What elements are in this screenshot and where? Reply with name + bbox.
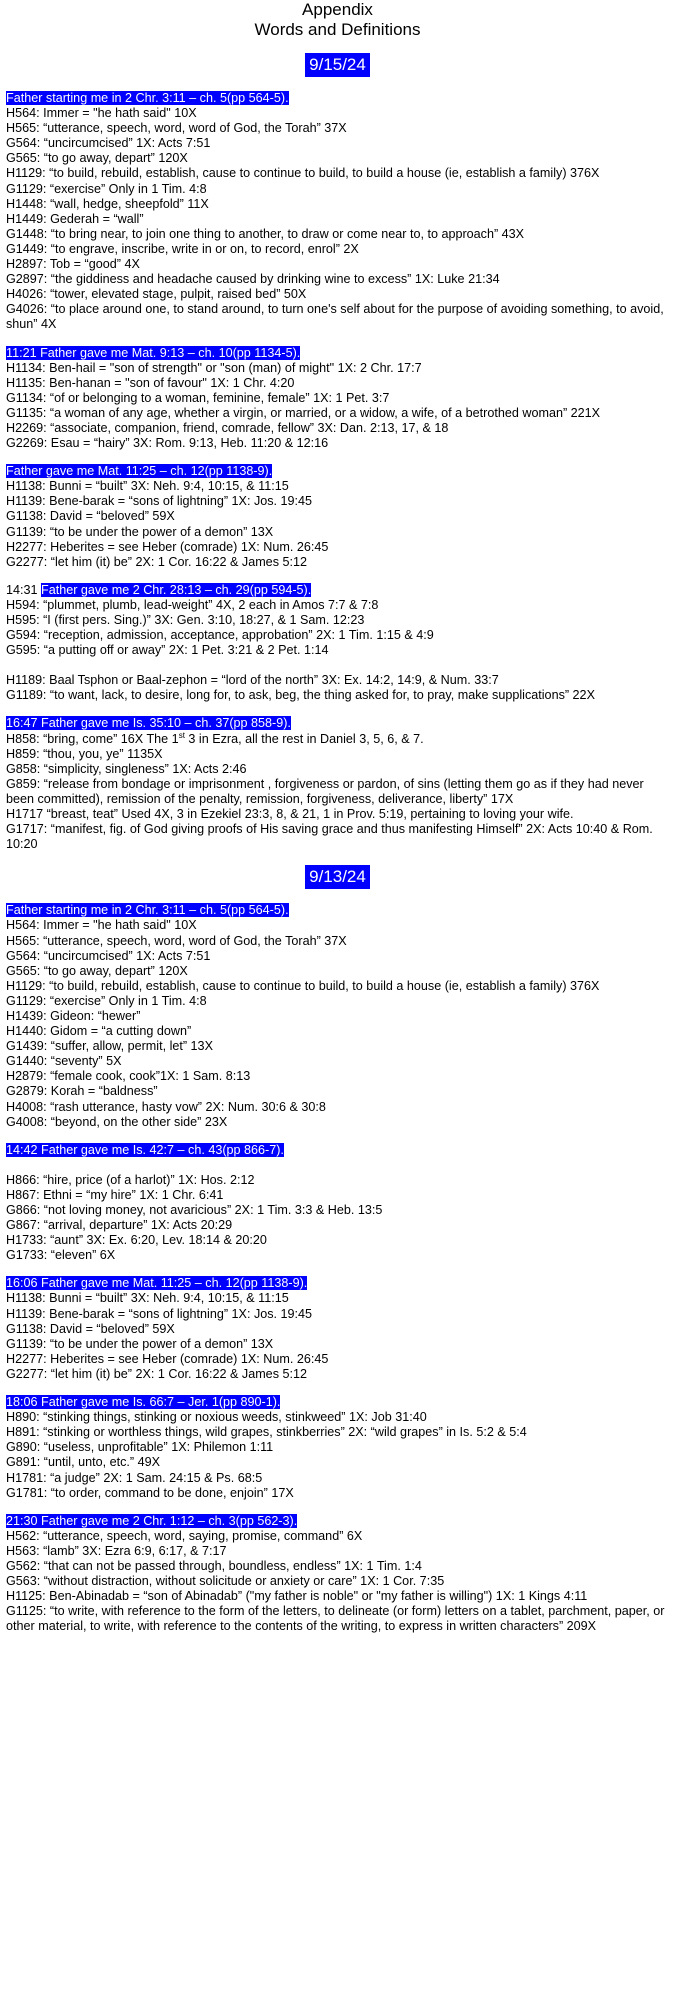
definition-entry: G1781: “to order, command to be done, enjoin” 17X (6, 1485, 294, 1500)
definition-entry: H564: Immer = "he hath said" 10X (6, 918, 197, 933)
definition-entry: G1717: “manifest, fig. of God giving proofs of His saving grace and thus manifesting Himself” 2X: Acts 10:40 & Rom. 10:20 (6, 822, 653, 852)
definition-entry: G866: “not loving money, not avaricious” 2X: 1 Tim. 3:3 & Heb. 13:5 (6, 1203, 383, 1217)
definition-entry: H1448: “wall, hedge, sheepfold” 11X (6, 196, 209, 211)
reading-section (6, 903, 669, 1129)
section-heading-text: Father starting me in 2 Chr. 3:11 – ch. 5(pp 564-5). (6, 91, 289, 105)
section-heading (6, 91, 669, 106)
definition-entry: H565: “utterance, speech, word, word of God, the Torah” 37X (6, 121, 347, 136)
reading-section (6, 1276, 669, 1382)
definition-entry: G562: “that can not be passed through, boundless, endless” 1X: 1 Tim. 1:4 (6, 1558, 422, 1573)
definition-entry: G2897: “the giddiness and headache caused by drinking wine to excess” 1X: Luke 21:34 (6, 272, 500, 287)
definition-entry: G4026: “to place around one, to stand around, to turn one's self about for the purpose of avoiding something, to avoid, shun” 4X (6, 302, 664, 332)
definition-entry: H562: “utterance, speech, word, saying, promise, command” 6X (6, 1528, 363, 1543)
definition-entry: H1138: Bunni = “built” 3X: Neh. 9:4, 10:15, & 11:15 (6, 479, 289, 494)
definition-entry: H858: “bring, come” 16X The 1st 3 in Ezra, all the rest in Daniel 3, 5, 6, & 7. (6, 730, 424, 746)
reading-section (6, 1143, 669, 1264)
definition-entry: G4008: “beyond, on the other side” 23X (6, 1114, 228, 1129)
definition-entry: G867: “arrival, departure” 1X: Acts 20:29 (6, 1218, 233, 1233)
section-heading-text: 14:42 Father gave me Is. 42:7 – ch. 43(pp 866-7). (6, 1142, 284, 1157)
definition-entry: G1189: “to want, lack, to desire, long for, to ask, beg, the thing asked for, to pray, make supplications” 22X (6, 688, 595, 703)
section-heading-text: 21:30 Father gave me 2 Chr. 1:12 – ch. 3(pp 562-3). (6, 1513, 298, 1528)
section-heading (6, 716, 669, 731)
definition-entry: G1138: David = “beloved” 59X (6, 509, 175, 524)
definition-entry: G2879: Korah = “baldness” (6, 1084, 158, 1099)
section-heading (6, 464, 669, 479)
definition-entry: H1733: “aunt” 3X: Ex. 6:20, Lev. 18:14 & 20:20 (6, 1233, 267, 1248)
section-heading (6, 583, 669, 598)
definition-entry: H1440: Gidom = “a cutting down” (6, 1024, 192, 1039)
blank-line (6, 1158, 669, 1173)
reading-section (6, 346, 669, 452)
definition-entry: G1135: “a woman of any age, whether a virgin, or married, or a widow, a wife, of a betrothed woman” 221X (6, 405, 601, 420)
section-heading (6, 1395, 669, 1410)
blank-line (6, 658, 669, 673)
reading-section (6, 1395, 669, 1501)
definition-entry: H1125: Ben-Abinadab = “son of Abinadab” ("my father is noble" or "my father is willing") 1X: 1 Kings 4:11 (6, 1589, 588, 1604)
definition-entry: H2879: “female cook, cook”1X: 1 Sam. 8:13 (6, 1069, 251, 1084)
definition-entry: G565: “to go away, depart” 120X (6, 963, 188, 978)
definition-entry: G594: “reception, admission, acceptance, approbation” 2X: 1 Tim. 1:15 & 4:9 (6, 628, 434, 643)
definition-entry: H1139: Bene-barak = “sons of lightning” 1X: Jos. 19:45 (6, 494, 313, 509)
definition-entry: G564: “uncircumcised” 1X: Acts 7:51 (6, 136, 211, 151)
definition-entry: H2277: Heberites = see Heber (comrade) 1X: Num. 26:45 (6, 1351, 329, 1366)
definition-entry: H1781: “a judge” 2X: 1 Sam. 24:15 & Ps. 68:5 (6, 1470, 263, 1485)
days-container (6, 53, 669, 1634)
definition-entry: H2269: “associate, companion, friend, comrade, fellow” 3X: Dan. 2:13, 17, & 18 (6, 420, 449, 435)
definition-entry: H1439: Gideon: “hewer” (6, 1008, 141, 1023)
definition-entry: H563: “lamb” 3X: Ezra 6:9, 6:17, & 7:17 (6, 1543, 227, 1558)
definition-entry: H1189: Baal Tsphon or Baal-zephon = “lord of the north” 3X: Ex. 14:2, 14:9, & Num. 33:7 (6, 673, 499, 688)
definition-entry: G1134: “of or belonging to a woman, feminine, female” 1X: 1 Pet. 3:7 (6, 390, 390, 405)
definition-entry: G595: “a putting off or away” 2X: 1 Pet. 3:21 & 2 Pet. 1:14 (6, 643, 329, 658)
page-title: Appendix (302, 0, 373, 19)
definition-entry: H1129: “to build, rebuild, establish, cause to continue to build, to build a house (ie, establish a family) 376X (6, 166, 600, 181)
definition-entry: H867: Ethni = “my hire” 1X: 1 Chr. 6:41 (6, 1187, 224, 1202)
page-subtitle: Words and Definitions (254, 20, 421, 39)
definition-entry: G1448: “to bring near, to join one thing to another, to draw or come near to, to approach” 43X (6, 226, 525, 241)
definition-entry: H595: “I (first pers. Sing.)” 3X: Gen. 3:10, 18:27, & 1 Sam. 12:23 (6, 613, 365, 627)
definition-entry: H890: “stinking things, stinking or noxious weeds, stinkweed” 1X: Job 31:40 (6, 1410, 427, 1425)
definition-entry: H594: “plummet, plumb, lead-weight” 4X, 2 each in Amos 7:7 & 7:8 (6, 597, 379, 612)
definition-entry: H2897: Tob = “good” 4X (6, 257, 140, 272)
day-block (6, 865, 669, 1634)
definition-entry: G564: “uncircumcised” 1X: Acts 7:51 (6, 948, 211, 963)
section-heading (6, 903, 669, 918)
definition-entry: G563: “without distraction, without solicitude or anxiety or care” 1X: 1 Cor. 7:35 (6, 1574, 445, 1589)
definition-entry: H1138: Bunni = “built” 3X: Neh. 9:4, 10:15, & 11:15 (6, 1291, 289, 1306)
definition-entry: G859: “release from bondage or imprisonment , forgiveness or pardon, of sins (letting them go as if they had never been committed), remission of the penalty, remission, forgiveness, deliverance, liberty” 17X (6, 776, 644, 806)
section-heading (6, 1276, 669, 1291)
definition-entry: G1129: “exercise” Only in 1 Tim. 4:8 (6, 993, 207, 1008)
definition-entry: G890: “useless, unprofitable” 1X: Philemon 1:11 (6, 1440, 274, 1455)
date-heading: 9/15/24 (305, 53, 370, 77)
section-heading-text: 18:06 Father gave me Is. 66:7 – Jer. 1(pp 890-1). (6, 1395, 281, 1410)
definition-entry: G1449: “to engrave, inscribe, write in or on, to record, enrol” 2X (6, 241, 359, 256)
definition-entry: H1717 “breast, teat” Used 4X, 3 in Ezekiel 23:3, 8, & 21, 1 in Prov. 5:19, pertaining to loving your wife. (6, 807, 574, 822)
definition-entry: H1134: Ben-hail = "son of strength" or "son (man) of might" 1X: 2 Chr. 17:7 (6, 360, 422, 375)
reading-section (6, 716, 669, 852)
definition-entry: G2277: “let him (it) be” 2X: 1 Cor. 16:22 & James 5:12 (6, 554, 307, 569)
definition-entry: H891: “stinking or worthless things, wild grapes, stinkberries” 2X: “wild grapes” in Is. 5:2 & 5:4 (6, 1425, 527, 1440)
definition-entry: G1733: “eleven” 6X (6, 1248, 116, 1263)
definition-entry: H1139: Bene-barak = “sons of lightning” 1X: Jos. 19:45 (6, 1306, 313, 1321)
definition-entry: H1129: “to build, rebuild, establish, cause to continue to build, to build a house (ie, establish a family) 376X (6, 978, 600, 993)
definition-entry: G565: “to go away, depart” 120X (6, 151, 188, 166)
reading-section (6, 464, 669, 570)
section-time: 14:31 (6, 582, 38, 597)
section-heading-text: 16:06 Father gave me Mat. 11:25 – ch. 12(pp 1138-9). (6, 1276, 308, 1291)
section-heading-text: 11:21 Father gave me Mat. 9:13 – ch. 10(pp 1134-5). (6, 345, 301, 360)
reading-section (6, 91, 669, 333)
definition-entry: G891: “until, unto, etc.” 49X (6, 1455, 161, 1470)
definition-entry: G1440: “seventy” 5X (6, 1054, 122, 1069)
date-heading: 9/13/24 (305, 865, 370, 889)
definition-entry: H564: Immer = "he hath said" 10X (6, 106, 197, 121)
definition-entry: G1129: “exercise” Only in 1 Tim. 4:8 (6, 181, 207, 196)
definition-entry: H4026: “tower, elevated stage, pulpit, raised bed” 50X (6, 287, 307, 302)
definition-entry: G1439: “suffer, allow, permit, let” 13X (6, 1039, 213, 1054)
definition-entry: G2269: Esau = “hairy” 3X: Rom. 9:13, Heb. 11:20 & 12:16 (6, 436, 329, 451)
definition-entry: H1135: Ben-hanan = "son of favour" 1X: 1 Chr. 4:20 (6, 375, 295, 390)
definition-entry: G2277: “let him (it) be” 2X: 1 Cor. 16:22 & James 5:12 (6, 1366, 307, 1381)
definition-entry: G1138: David = “beloved” 59X (6, 1321, 175, 1336)
definition-entry: G1139: “to be under the power of a demon” 13X (6, 1336, 274, 1351)
section-heading-text: 16:47 Father gave me Is. 35:10 – ch. 37(pp 858-9). (6, 716, 291, 731)
definition-entry: H866: “hire, price (of a harlot)” 1X: Hos. 2:12 (6, 1172, 255, 1187)
section-heading-text: Father starting me in 2 Chr. 3:11 – ch. 5(pp 564-5). (6, 903, 289, 918)
section-heading-text: Father gave me Mat. 11:25 – ch. 12(pp 1138-9). (6, 464, 273, 479)
day-block (6, 53, 669, 852)
reading-section (6, 583, 669, 704)
definition-entry: H565: “utterance, speech, word, word of God, the Torah” 37X (6, 933, 347, 948)
section-heading-text: Father gave me 2 Chr. 28:13 – ch. 29(pp 594-5). (41, 582, 312, 597)
section-heading (6, 346, 669, 361)
section-heading (6, 1514, 669, 1529)
definition-entry: G1139: “to be under the power of a demon” 13X (6, 524, 274, 539)
definition-entry: H1449: Gederah = “wall” (6, 211, 144, 226)
definition-entry: G1125: “to write, with reference to the form of the letters, to delineate (or form) letters on a tablet, parchment, paper, or other material, to write, with reference to the contents of the writing, to express in written characters” 209X (6, 1604, 665, 1634)
section-heading (6, 1143, 669, 1158)
definition-entry: H4008: “rash utterance, hasty vow” 2X: Num. 30:6 & 30:8 (6, 1099, 326, 1114)
definition-entry: G858: “simplicity, singleness” 1X: Acts 2:46 (6, 761, 247, 776)
definition-entry: H859: “thou, you, ye” 1135X (6, 746, 163, 761)
definition-entry: H2277: Heberites = see Heber (comrade) 1X: Num. 26:45 (6, 539, 329, 554)
reading-section (6, 1514, 669, 1635)
